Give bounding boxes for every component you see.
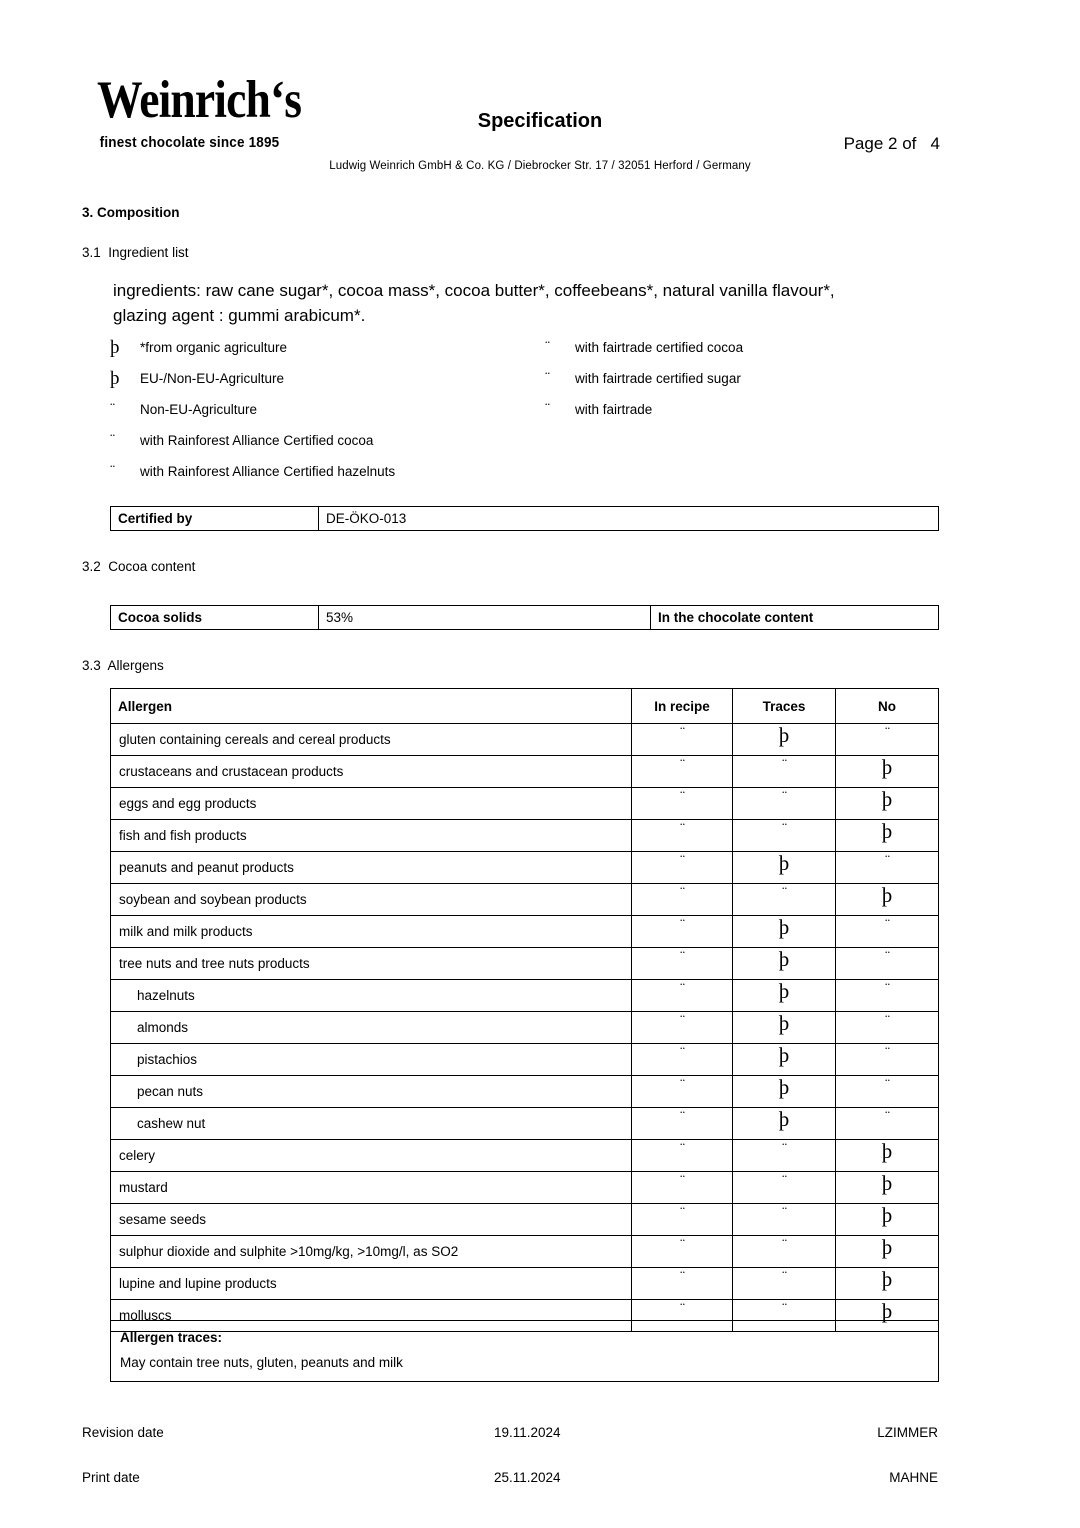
table-row (111, 1012, 939, 1044)
allergen-name: lupine and lupine products (111, 1268, 632, 1300)
allergen-name: pistachios (111, 1044, 632, 1076)
table-row (111, 507, 939, 531)
origin-option-left-3[interactable] (110, 433, 373, 448)
allergen-cell-in-recipe[interactable] (632, 948, 733, 980)
allergen-name: eggs and egg products (111, 788, 632, 820)
allergen-cell-no[interactable] (836, 1012, 939, 1044)
table-row (111, 1204, 939, 1236)
allergen-cell-no[interactable] (836, 884, 939, 916)
checkbox-unchecked-icon: ¨ (680, 1141, 684, 1157)
allergen-cell-in-recipe[interactable] (632, 1204, 733, 1236)
allergen-cell-no[interactable] (836, 1140, 939, 1172)
origin-option-left-1[interactable] (110, 368, 285, 389)
allergen-cell-in-recipe[interactable] (632, 980, 733, 1012)
checkbox-unchecked-icon: ¨ (782, 885, 786, 901)
checkbox-unchecked-icon: ¨ (782, 1237, 786, 1253)
checkbox-checked-icon: þ (778, 851, 790, 875)
checkbox-unchecked-icon: ¨ (680, 949, 684, 965)
allergen-cell-no[interactable] (836, 980, 939, 1012)
checkbox-unchecked-icon: ¨ (885, 1045, 889, 1061)
checkbox-checked-icon: þ (881, 1235, 893, 1259)
footer-revision-row (0, 1425, 1080, 1445)
allergen-name: sesame seeds (111, 1204, 632, 1236)
checkbox-checked-icon: þ (778, 947, 790, 971)
allergen-cell-no[interactable] (836, 788, 939, 820)
allergen-cell-in-recipe[interactable] (632, 884, 733, 916)
checkbox-unchecked-icon: ¨ (680, 917, 684, 933)
allergen-cell-no[interactable] (836, 1076, 939, 1108)
checkbox-unchecked-icon: ¨ (782, 1269, 786, 1285)
checkbox-unchecked-icon: ¨ (782, 1301, 786, 1317)
checkbox-unchecked-icon: ¨ (782, 789, 786, 805)
allergen-cell-traces[interactable] (733, 788, 836, 820)
checkbox-checked-icon: þ (778, 1011, 790, 1035)
allergen-cell-in-recipe[interactable] (632, 1044, 733, 1076)
checkbox-unchecked-icon: ¨ (680, 1077, 684, 1093)
ingredient-line-2: glazing agent : gummi arabicum*. (113, 306, 366, 325)
cocoa-content-table (110, 605, 939, 630)
allergen-cell-in-recipe[interactable] (632, 1076, 733, 1108)
allergen-cell-in-recipe[interactable] (632, 916, 733, 948)
allergen-name: cashew nut (111, 1108, 632, 1140)
origin-option-label: with Rainforest Alliance Certified hazelnuts (140, 464, 396, 479)
origin-option-left-2[interactable] (110, 402, 257, 417)
checkbox-unchecked-icon: ¨ (680, 981, 684, 997)
checkbox-unchecked-icon: ¨ (680, 1237, 684, 1253)
checkbox-unchecked-icon[interactable]: ¨ (545, 401, 549, 417)
origin-option-label: *from organic agriculture (140, 340, 288, 355)
checkbox-unchecked-icon: ¨ (885, 725, 889, 741)
checkbox-checked-icon: þ (881, 1203, 893, 1227)
checkbox-checked-icon: þ (881, 1139, 893, 1163)
allergen-table (110, 688, 939, 1332)
page-indicator: Page 2 of 4 (843, 134, 940, 153)
allergen-name: gluten containing cereals and cereal products (111, 724, 632, 756)
allergen-cell-in-recipe[interactable] (632, 1108, 733, 1140)
origin-option-right-2[interactable] (545, 402, 652, 417)
checkbox-unchecked-icon: ¨ (782, 1205, 786, 1221)
checkbox-checked-icon: þ (881, 1267, 893, 1291)
ingredient-line-1: ingredients: raw cane sugar*, cocoa mass*, cocoa butter*, coffeebeans*, natural vanilla flavour*, (113, 281, 835, 300)
checkbox-unchecked-icon: ¨ (680, 1205, 684, 1221)
allergen-cell-in-recipe[interactable] (632, 1236, 733, 1268)
allergen-name: tree nuts and tree nuts products (111, 948, 632, 980)
table-row (111, 1172, 939, 1204)
allergen-name: sulphur dioxide and sulphite >10mg/kg, >10mg/l, as SO2 (111, 1236, 632, 1268)
checkbox-checked-icon: þ (881, 1171, 893, 1195)
checkbox-unchecked-icon: ¨ (782, 821, 786, 837)
revision-user: LZIMMER (877, 1425, 938, 1440)
allergen-cell-no[interactable] (836, 1108, 939, 1140)
checkbox-checked-icon[interactable]: þ (110, 337, 120, 358)
checkbox-checked-icon: þ (778, 979, 790, 1003)
print-date-label: Print date (82, 1470, 140, 1485)
allergen-cell-traces[interactable] (733, 1268, 836, 1300)
footer-print-row (0, 1470, 1080, 1490)
table-header-row (111, 689, 939, 724)
allergen-cell-no[interactable] (836, 1204, 939, 1236)
origin-option-left-4[interactable] (110, 464, 395, 479)
certified-by-value: DE-ÖKO-013 (319, 507, 939, 531)
checkbox-unchecked-icon[interactable]: ¨ (110, 463, 114, 479)
checkbox-unchecked-icon: ¨ (680, 725, 684, 741)
checkbox-unchecked-icon: ¨ (782, 1173, 786, 1189)
table-row (111, 820, 939, 852)
allergen-cell-traces[interactable] (733, 1140, 836, 1172)
table-row (111, 1076, 939, 1108)
allergen-name: celery (111, 1140, 632, 1172)
checkbox-checked-icon[interactable]: þ (110, 368, 120, 389)
checkbox-unchecked-icon: ¨ (680, 1301, 684, 1317)
logo-wordmark: Weinrich‘s (97, 71, 302, 129)
allergen-cell-traces[interactable] (733, 1076, 836, 1108)
cocoa-solids-value: 53% (319, 606, 651, 630)
checkbox-unchecked-icon[interactable]: ¨ (110, 432, 114, 448)
checkbox-unchecked-icon[interactable]: ¨ (545, 339, 549, 355)
origin-option-right-0[interactable] (545, 340, 743, 355)
allergen-cell-in-recipe[interactable] (632, 1140, 733, 1172)
cocoa-solids-note: In the chocolate content (651, 606, 939, 630)
origin-option-label: with fairtrade certified sugar (575, 371, 741, 386)
checkbox-unchecked-icon: ¨ (680, 821, 684, 837)
allergen-cell-no[interactable] (836, 756, 939, 788)
allergen-cell-no[interactable] (836, 1044, 939, 1076)
allergen-cell-traces[interactable] (733, 1044, 836, 1076)
column-header-in-recipe: In recipe (632, 689, 733, 724)
allergen-name: mustard (111, 1172, 632, 1204)
revision-date-label: Revision date (82, 1425, 164, 1440)
print-date-value: 25.11.2024 (494, 1470, 561, 1485)
allergen-cell-traces[interactable] (733, 916, 836, 948)
table-row (111, 852, 939, 884)
checkbox-unchecked-icon: ¨ (680, 757, 684, 773)
allergen-cell-no[interactable] (836, 852, 939, 884)
page-footer (0, 1425, 1080, 1505)
allergen-name: crustaceans and crustacean products (111, 756, 632, 788)
company-address-line: Ludwig Weinrich GmbH & Co. KG / Diebrocker Str. 17 / 32051 Herford / Germany (329, 160, 751, 172)
checkbox-checked-icon: þ (881, 755, 893, 779)
certified-by-table (110, 506, 939, 531)
subsection-heading-cocoa-content: 3.2 Cocoa content (82, 559, 196, 574)
origin-option-label: with Rainforest Alliance Certified cocoa (140, 433, 374, 448)
checkbox-checked-icon: þ (778, 1107, 790, 1131)
page-header (0, 0, 1080, 185)
allergen-cell-in-recipe[interactable] (632, 724, 733, 756)
checkbox-unchecked-icon: ¨ (782, 757, 786, 773)
allergen-cell-traces[interactable] (733, 820, 836, 852)
table-row (111, 1236, 939, 1268)
checkbox-unchecked-icon: ¨ (680, 1173, 684, 1189)
checkbox-unchecked-icon: ¨ (680, 885, 684, 901)
checkbox-unchecked-icon: ¨ (680, 1013, 684, 1029)
origin-option-label: EU-/Non-EU-Agriculture (140, 371, 285, 386)
checkbox-unchecked-icon: ¨ (885, 853, 889, 869)
table-row (111, 788, 939, 820)
allergen-cell-in-recipe[interactable] (632, 1268, 733, 1300)
allergen-name: hazelnuts (111, 980, 632, 1012)
column-header-no: No (836, 689, 939, 724)
allergen-cell-no[interactable] (836, 1268, 939, 1300)
origin-option-label: with fairtrade certified cocoa (575, 340, 744, 355)
allergen-cell-no[interactable] (836, 724, 939, 756)
table-row (111, 1044, 939, 1076)
checkbox-checked-icon: þ (778, 915, 790, 939)
allergen-cell-traces[interactable] (733, 1172, 836, 1204)
table-row (111, 980, 939, 1012)
allergen-cell-traces[interactable] (733, 884, 836, 916)
table-row (111, 1140, 939, 1172)
checkbox-checked-icon: þ (881, 1299, 893, 1323)
allergen-cell-traces[interactable] (733, 980, 836, 1012)
subsection-heading-allergens: 3.3 Allergens (82, 658, 164, 673)
origin-option-label: Non-EU-Agriculture (140, 402, 258, 417)
checkbox-unchecked-icon: ¨ (782, 1141, 786, 1157)
allergen-name: almonds (111, 1012, 632, 1044)
checkbox-unchecked-icon: ¨ (885, 917, 889, 933)
ingredient-list-text (113, 278, 913, 328)
allergen-traces-text: May contain tree nuts, gluten, peanuts and milk (120, 1355, 403, 1370)
allergen-cell-in-recipe[interactable] (632, 756, 733, 788)
checkbox-unchecked-icon[interactable]: ¨ (545, 370, 549, 386)
checkbox-checked-icon: þ (778, 1075, 790, 1099)
cocoa-solids-label: Cocoa solids (111, 606, 319, 630)
checkbox-checked-icon: þ (881, 787, 893, 811)
certified-by-label: Certified by (111, 507, 319, 531)
checkbox-unchecked-icon: ¨ (680, 1045, 684, 1061)
allergen-cell-no[interactable] (836, 948, 939, 980)
checkbox-unchecked-icon[interactable]: ¨ (110, 401, 114, 417)
allergen-cell-in-recipe[interactable] (632, 852, 733, 884)
allergen-traces-title: Allergen traces: (120, 1330, 223, 1345)
checkbox-unchecked-icon: ¨ (885, 1077, 889, 1093)
allergen-cell-traces[interactable] (733, 1108, 836, 1140)
revision-date-value: 19.11.2024 (494, 1425, 561, 1440)
checkbox-unchecked-icon: ¨ (680, 1269, 684, 1285)
table-row (111, 756, 939, 788)
checkbox-unchecked-icon: ¨ (680, 853, 684, 869)
origin-option-label: with fairtrade (575, 402, 653, 417)
allergen-name: soybean and soybean products (111, 884, 632, 916)
checkbox-checked-icon: þ (881, 819, 893, 843)
table-row (111, 606, 939, 630)
allergen-name: molluscs (111, 1300, 632, 1332)
column-header-allergen: Allergen (111, 689, 632, 724)
checkbox-checked-icon: þ (778, 723, 790, 747)
allergen-name: fish and fish products (111, 820, 632, 852)
checkbox-unchecked-icon: ¨ (885, 1109, 889, 1125)
origin-option-left-0[interactable] (110, 337, 288, 358)
allergen-cell-no[interactable] (836, 820, 939, 852)
table-row (111, 1268, 939, 1300)
table-row (111, 948, 939, 980)
allergen-name: milk and milk products (111, 916, 632, 948)
section-heading-composition: 3. Composition (82, 205, 180, 220)
allergen-cell-no[interactable] (836, 1236, 939, 1268)
allergen-cell-no[interactable] (836, 916, 939, 948)
origin-option-right-1[interactable] (545, 371, 741, 386)
allergen-cell-in-recipe[interactable] (632, 1172, 733, 1204)
checkbox-unchecked-icon: ¨ (680, 789, 684, 805)
allergen-cell-traces[interactable] (733, 948, 836, 980)
allergen-cell-no[interactable] (836, 1172, 939, 1204)
checkbox-unchecked-icon: ¨ (885, 949, 889, 965)
allergen-cell-traces[interactable] (733, 756, 836, 788)
allergen-name: peanuts and peanut products (111, 852, 632, 884)
table-row (111, 916, 939, 948)
column-header-traces: Traces (733, 689, 836, 724)
allergen-cell-in-recipe[interactable] (632, 1012, 733, 1044)
checkbox-unchecked-icon: ¨ (885, 1013, 889, 1029)
subsection-heading-ingredient-list: 3.1 Ingredient list (82, 245, 189, 260)
allergen-cell-traces[interactable] (733, 724, 836, 756)
allergen-cell-traces[interactable] (733, 1012, 836, 1044)
checkbox-unchecked-icon: ¨ (680, 1109, 684, 1125)
logo-tagline: finest chocolate since 1895 (99, 135, 280, 151)
document-title: Specification (477, 110, 603, 132)
allergen-cell-traces[interactable] (733, 1204, 836, 1236)
checkbox-checked-icon: þ (881, 883, 893, 907)
checkbox-checked-icon: þ (778, 1043, 790, 1067)
allergen-name: pecan nuts (111, 1076, 632, 1108)
allergen-cell-in-recipe[interactable] (632, 788, 733, 820)
allergen-cell-in-recipe[interactable] (632, 820, 733, 852)
allergen-cell-traces[interactable] (733, 1236, 836, 1268)
checkbox-unchecked-icon: ¨ (885, 981, 889, 997)
table-row (111, 884, 939, 916)
allergen-traces-box (110, 1320, 939, 1382)
table-row (111, 724, 939, 756)
print-user: MAHNE (889, 1470, 938, 1485)
table-row (111, 1108, 939, 1140)
allergen-cell-traces[interactable] (733, 852, 836, 884)
